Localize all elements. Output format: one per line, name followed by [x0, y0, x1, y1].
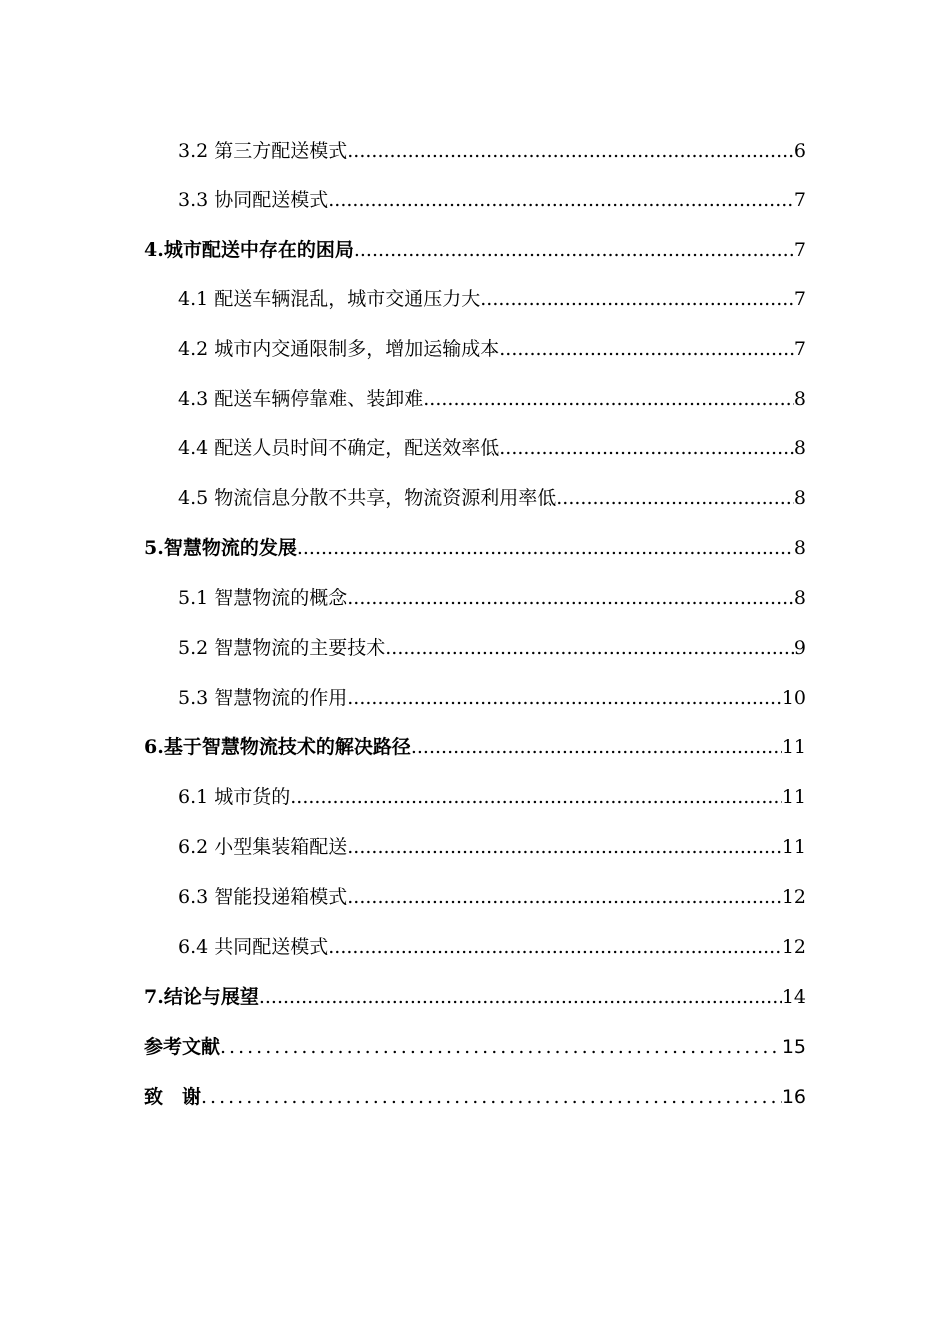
toc-page-number: 9: [793, 637, 806, 659]
toc-dot-leader: [556, 483, 794, 513]
toc-entry-title: 4.2 城市内交通限制多，增加运输成本: [178, 338, 500, 360]
toc-entry[interactable]: [178, 633, 806, 663]
toc-entry-title: 4.4 配送人员时间不确定，配送效率低: [178, 437, 500, 459]
toc-entry-title: 参考文献: [144, 1036, 221, 1058]
toc-dot-leader: [259, 982, 782, 1012]
toc-entry[interactable]: [178, 185, 806, 215]
toc-page-number: 8: [793, 437, 806, 459]
toc-entry-title: 6.基于智慧物流技术的解决路径: [144, 736, 411, 758]
toc-page-number: 7: [793, 189, 806, 211]
toc-dot-leader: [347, 136, 794, 166]
toc-dot-leader: [297, 533, 794, 563]
toc-entry-title: 5.1 智慧物流的概念: [178, 587, 348, 609]
toc-dot-leader: [499, 334, 794, 364]
toc-page-number: 11: [781, 736, 806, 758]
toc-entry[interactable]: [178, 334, 806, 364]
toc-entry[interactable]: [178, 433, 806, 463]
toc-entry[interactable]: [144, 1082, 806, 1112]
toc-entry[interactable]: [178, 932, 806, 962]
toc-entry-title: 4.5 物流信息分散不共享，物流资源利用率低: [178, 487, 557, 509]
toc-entry[interactable]: [144, 1032, 806, 1062]
toc-entry-title: 4.1 配送车辆混乱，城市交通压力大: [178, 288, 481, 310]
toc-page-number: 7: [793, 288, 806, 310]
toc-entry-title: 6.2 小型集装箱配送: [178, 836, 348, 858]
toc-entry-title: 致 谢: [144, 1086, 202, 1108]
toc-entry[interactable]: [144, 235, 806, 265]
toc-dot-leader: [347, 683, 782, 713]
toc-entry[interactable]: [178, 136, 806, 166]
toc-page-number: 14: [781, 986, 806, 1008]
toc-entry-title: 4.3 配送车辆停靠难、装卸难: [178, 388, 424, 410]
toc-dot-leader: [328, 932, 782, 962]
toc-entry[interactable]: [144, 732, 806, 762]
toc-entry[interactable]: [178, 384, 806, 414]
toc-page-number: 6: [793, 140, 806, 162]
toc-dot-leader: [201, 1082, 782, 1112]
toc-dot-leader: [423, 384, 794, 414]
toc-page-number: 15: [781, 1036, 806, 1058]
toc-dot-leader: [328, 185, 794, 215]
toc-dot-leader: [347, 832, 782, 862]
toc-page-number: 10: [781, 687, 806, 709]
toc-dot-leader: [354, 235, 794, 265]
toc-dot-leader: [220, 1032, 782, 1062]
toc-entry[interactable]: [178, 882, 806, 912]
toc-entry[interactable]: [144, 533, 806, 563]
toc-entry[interactable]: [144, 982, 806, 1012]
toc-entry-title: 3.3 协同配送模式: [178, 189, 329, 211]
toc-dot-leader: [411, 732, 782, 762]
toc-dot-leader: [347, 882, 782, 912]
toc-dot-leader: [290, 782, 782, 812]
toc-page-number: 8: [793, 537, 806, 559]
toc-entry[interactable]: [178, 683, 806, 713]
toc-entry-title: 7.结论与展望: [144, 986, 259, 1008]
toc-entry[interactable]: [178, 832, 806, 862]
toc-dot-leader: [347, 583, 794, 613]
toc-dot-leader: [385, 633, 794, 663]
toc-dot-leader: [480, 284, 794, 314]
toc-entry-title: 3.2 第三方配送模式: [178, 140, 348, 162]
toc-entry[interactable]: [178, 583, 806, 613]
toc-page-number: 8: [793, 487, 806, 509]
toc-dot-leader: [499, 433, 794, 463]
toc-page-number: 7: [793, 338, 806, 360]
toc-entry-title: 4.城市配送中存在的困局: [144, 239, 354, 261]
toc-page-number: 12: [781, 886, 806, 908]
toc-entry[interactable]: [178, 782, 806, 812]
toc-page-number: 11: [781, 836, 806, 858]
toc-page-number: 8: [793, 388, 806, 410]
toc-page-number: 11: [781, 786, 806, 808]
toc-entry-title: 6.4 共同配送模式: [178, 936, 329, 958]
toc-entry[interactable]: [178, 284, 806, 314]
toc-page-number: 7: [793, 239, 806, 261]
toc-entry-title: 5.智慧物流的发展: [144, 537, 297, 559]
toc-entry-title: 6.1 城市货的: [178, 786, 291, 808]
toc-page-number: 8: [793, 587, 806, 609]
toc-entry-title: 5.2 智慧物流的主要技术: [178, 637, 386, 659]
toc-entry-title: 5.3 智慧物流的作用: [178, 687, 348, 709]
toc-page-number: 16: [781, 1086, 806, 1108]
toc-entry[interactable]: [178, 483, 806, 513]
toc-entry-title: 6.3 智能投递箱模式: [178, 886, 348, 908]
toc-page-number: 12: [781, 936, 806, 958]
